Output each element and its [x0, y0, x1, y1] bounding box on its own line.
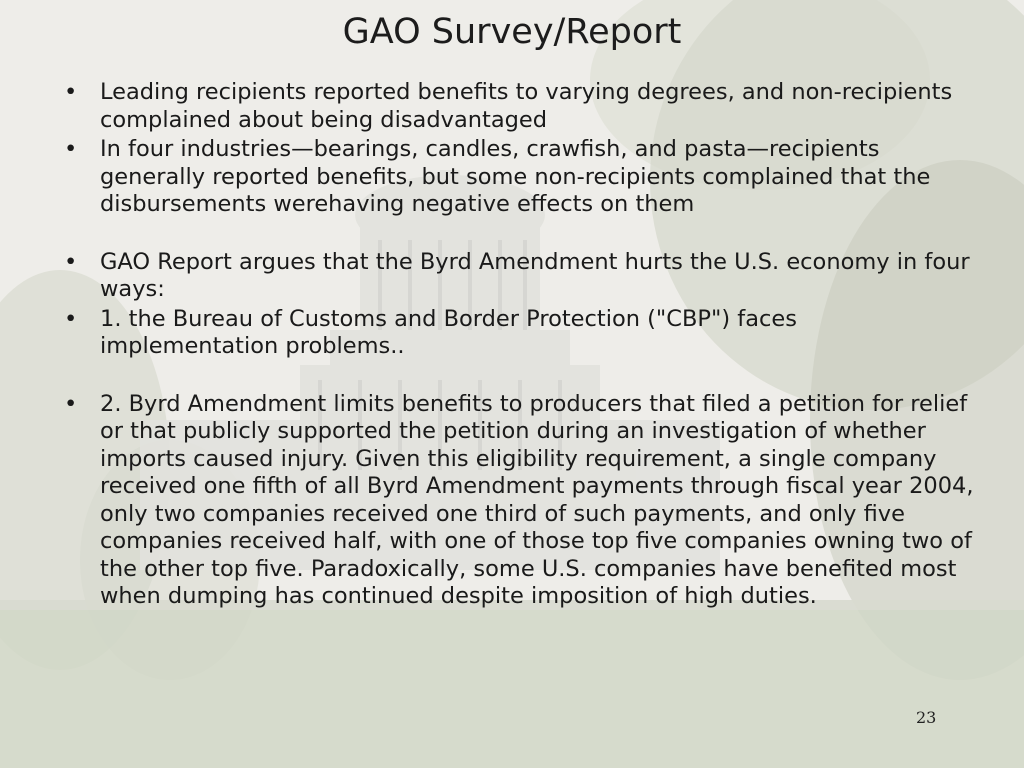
bullet-item — [58, 249, 978, 304]
bullet-text: Leading recipients reported benefits to varying degrees, and non-recipients complained about being disadvantaged — [100, 79, 953, 133]
bullet-text: In four industries—bearings, candles, crawfish, and pasta—recipients generally reported benefits, but some non-recipients complained that the disbursements werehaving negative effects on them — [100, 136, 931, 217]
bullet-text: GAO Report argues that the Byrd Amendment hurts the U.S. economy in four ways: — [100, 248, 970, 302]
page-number: 23 — [916, 708, 937, 727]
bullet-marker: • — [64, 136, 78, 162]
bullet-list — [58, 79, 978, 611]
bullet-marker: • — [64, 248, 78, 275]
bullet-item — [58, 306, 978, 361]
bullet-item — [58, 136, 978, 219]
bullet-text: 1. the Bureau of Customs and Border Protection ("CBP") faces implementation problems.. — [100, 305, 797, 359]
bullet-text: 2. Byrd Amendment limits benefits to producers that filed a petition for relief or that publicly supported the petition during an investigation of whether imports caused injury. Given this eligibility requirement, a single company received one fifth of all Byrd Amendment payments through fiscal year 2004, only two companies received one third of such payments, and only five companies received half, with one of those top five companies owning two of the other top five. Paradoxically, some U.S. companies have benefited most when dumping has continued despite imposition of high duties. — [100, 390, 974, 609]
bullet-marker: • — [64, 305, 78, 332]
bullet-marker: • — [64, 390, 78, 417]
bullet-item — [58, 391, 978, 611]
bullet-marker: • — [64, 79, 78, 105]
bullet-item — [58, 79, 978, 134]
slide-title: GAO Survey/Report — [342, 12, 682, 52]
